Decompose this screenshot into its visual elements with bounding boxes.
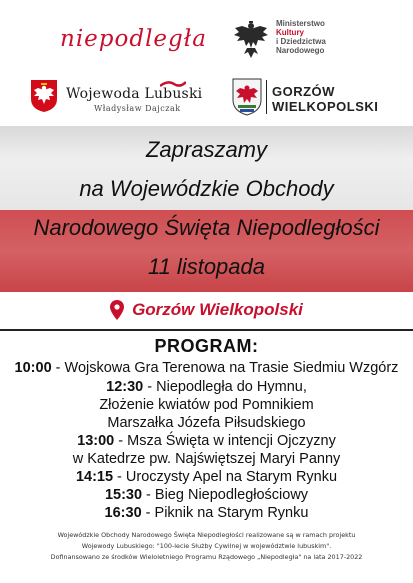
footer-line-2: Wojewody Lubuskiego: "100-lecie Służby Cywilnej w województwie lubuskim". [81,542,332,550]
wojewoda-name: Władysław Dajczak [94,104,181,113]
ministry-line-2: Kultury [276,28,304,37]
program-line [0,469,413,485]
footer-note [0,530,413,563]
gorzow-line-1: GORZÓW [272,84,335,99]
wojewoda-title: Wojewoda Lubuski [66,86,203,102]
program-text: Złożenie kwiatów pod Pomnikiem [99,397,314,413]
gorzow-logo-divider [266,80,267,114]
program-text: - Uroczysty Apel na Starym Rynku [113,469,338,485]
program-time: 14:15 [75,469,114,485]
program-line [0,505,413,521]
niepodlegla-logo [60,26,207,60]
program-line [0,360,413,376]
ministry-line-1: Ministerstwo [276,19,325,28]
gorzow-line-2: WIELKOPOLSKI [272,99,379,114]
program-text: - Wojskowa Gra Terenowa na Trasie Siedmiu Wzgórz [51,360,399,376]
map-pin-icon [110,300,124,320]
program-time: 15:30 [104,487,143,503]
niepodlegla-logo-text: niepodległa [60,26,207,52]
gorzow-crest-icon [232,78,262,116]
program-text: - Bieg Niepodległościowy [142,487,309,503]
program-time: 12:30 [106,379,144,395]
banner-line-4: 11 listopada [147,254,265,279]
ministry-eagle-icon [232,18,270,62]
program-line [0,433,413,449]
program-line [0,451,413,467]
program-line [0,487,413,503]
program-text: - Piknik na Starym Rynku [141,505,309,521]
banner-line-2: na Wojewódzkie Obchody [79,176,334,201]
program-line [0,397,413,413]
location-text: Gorzów Wielkopolski [132,300,303,319]
program-time: 13:00 [77,433,115,449]
program-line [0,379,413,395]
ministry-logo-text [276,19,326,55]
program-title: PROGRAM: [154,336,259,356]
program-text: Marszałka Józefa Piłsudskiego [107,415,306,431]
program-line [0,415,413,431]
flag-icon [160,80,186,90]
program-time: 10:00 [14,360,52,376]
ministry-line-3: i Dziedzictwa [276,37,326,46]
event-location [0,296,413,324]
program-time: 16:30 [104,505,142,521]
divider-line [0,329,413,331]
program-text: w Katedrze pw. Najświętszej Maryi Panny [72,451,341,467]
poland-emblem-icon [30,79,58,113]
program-text: - Msza Święta w intencji Ojczyzny [114,433,336,449]
program-text: - Niepodległa do Hymnu, [143,379,307,395]
banner-line-1: Zapraszamy [145,137,268,162]
banner-line-3: Narodowego Święta Niepodległości [33,215,380,240]
event-banner [0,126,413,292]
footer-line-1: Wojewódzkie Obchody Narodowego Święta Niepodległości realizowane są w ramach projektu [57,531,356,539]
ministry-line-4: Narodowego [276,46,325,55]
footer-line-3: Dofinansowano ze środków Wieloletniego Programu Rządowego „Niepodległa" na lata 2017-2022 [50,553,363,561]
gorzow-logo-text [272,84,378,114]
